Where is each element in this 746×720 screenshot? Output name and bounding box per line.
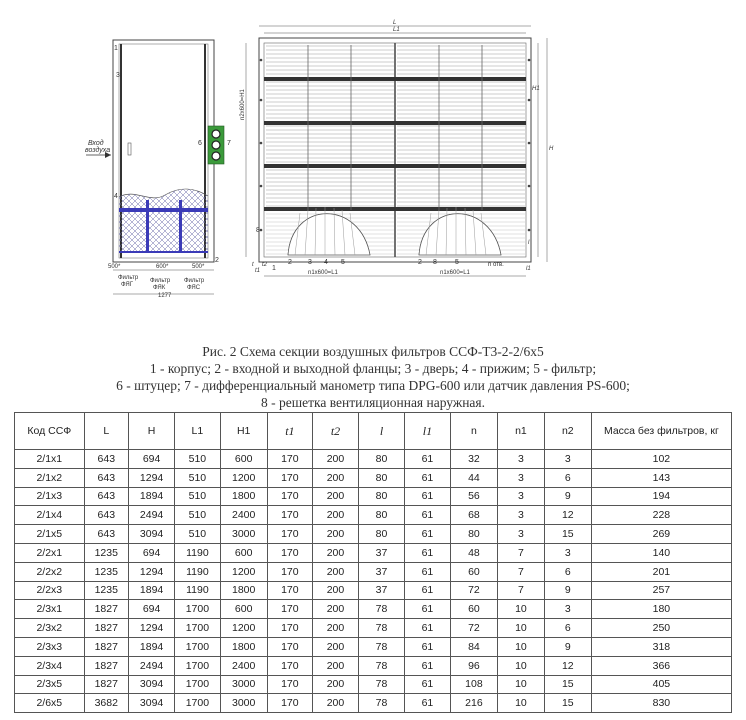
table-cell: 7 (497, 543, 544, 562)
dim-bottom-2: n1x600=L1 (440, 270, 470, 276)
table-cell: 257 (591, 581, 731, 600)
side-dim-3: 500* (192, 264, 205, 270)
header-l (359, 413, 405, 450)
table-cell: 694 (128, 543, 174, 562)
table-cell: 10 (497, 619, 544, 638)
table-cell: 510 (175, 506, 220, 525)
header-n2: n2 (544, 413, 591, 450)
table-cell: 201 (591, 562, 731, 581)
table-cell: 37 (359, 581, 405, 600)
table-cell: 170 (267, 525, 312, 544)
side-part-3: 3 (116, 72, 120, 79)
table-cell: 72 (450, 581, 497, 600)
table-cell: 10 (497, 656, 544, 675)
filter-label-1a: Фильтр (118, 275, 139, 281)
table-cell: 2400 (220, 656, 267, 675)
table-cell: 600 (220, 543, 267, 562)
table-cell: 72 (450, 619, 497, 638)
table-cell: 2/1х4 (15, 506, 85, 525)
table-cell: 830 (591, 694, 731, 713)
table-cell: 10 (497, 675, 544, 694)
table-cell: 2/3х4 (15, 656, 85, 675)
table-cell: 15 (544, 694, 591, 713)
table-row (15, 450, 732, 469)
table-cell: 200 (312, 506, 358, 525)
table-cell: 250 (591, 619, 731, 638)
table-cell: 643 (84, 450, 128, 469)
header-code: Код ССФ (15, 413, 85, 450)
table-cell: 140 (591, 543, 731, 562)
inlet-label-1: Вход (88, 140, 104, 147)
table-cell: 80 (359, 525, 405, 544)
table-cell: 510 (175, 487, 220, 506)
table-cell: 1700 (175, 600, 220, 619)
table-cell: 61 (404, 581, 450, 600)
table-cell: 170 (267, 600, 312, 619)
technical-drawing (0, 0, 746, 335)
table-cell: 2/1х5 (15, 525, 85, 544)
table-cell: 78 (359, 600, 405, 619)
front-part-4: 4 (324, 259, 328, 266)
table-cell: 6 (544, 562, 591, 581)
dim-L: L (393, 20, 397, 26)
table-cell: 170 (267, 619, 312, 638)
table-cell: 3 (497, 525, 544, 544)
table-cell: 3 (497, 450, 544, 469)
table-cell: 3 (497, 487, 544, 506)
header-l1 (404, 413, 450, 450)
dim-bottom-1: n1x600=L1 (308, 270, 338, 276)
table-cell: 80 (450, 525, 497, 544)
table-cell: 56 (450, 487, 497, 506)
table-cell: 60 (450, 562, 497, 581)
table-cell: 1294 (128, 468, 174, 487)
table-cell: 15 (544, 525, 591, 544)
table-cell: 600 (220, 450, 267, 469)
table-cell: 194 (591, 487, 731, 506)
header-l-text: l (379, 423, 384, 438)
table-cell: 60 (450, 600, 497, 619)
table-cell: 1200 (220, 619, 267, 638)
table-cell: 1800 (220, 581, 267, 600)
dim-t: t (252, 262, 254, 268)
side-overall-dim: 1277 (158, 293, 172, 299)
dim-t2: t2 (262, 262, 268, 268)
dim-n: n отв. (488, 262, 504, 268)
table-cell: 2/3х3 (15, 637, 85, 656)
table-cell: 1190 (175, 543, 220, 562)
table-cell: 10 (497, 637, 544, 656)
table-cell: 510 (175, 450, 220, 469)
table-cell: 3 (544, 450, 591, 469)
header-mass: Масса без фильтров, кг (591, 413, 731, 450)
table-cell: 1827 (84, 619, 128, 638)
table-row (15, 600, 732, 619)
table-cell: 643 (84, 487, 128, 506)
table-cell: 1294 (128, 619, 174, 638)
filter-label-3b: ФЯС (187, 285, 201, 291)
table-cell: 200 (312, 600, 358, 619)
header-n: n (450, 413, 497, 450)
front-view (240, 20, 554, 276)
table-cell: 1800 (220, 487, 267, 506)
table-cell: 3000 (220, 694, 267, 713)
header-L1 (175, 413, 220, 450)
table-cell: 269 (591, 525, 731, 544)
table-cell: 48 (450, 543, 497, 562)
table-cell: 37 (359, 562, 405, 581)
table-cell: 2/3х1 (15, 600, 85, 619)
filter-label-2b: ФЯК (153, 285, 166, 291)
table-cell: 1235 (84, 562, 128, 581)
table-cell: 1827 (84, 600, 128, 619)
filter-label-1b: ФЯГ (121, 282, 133, 288)
table-cell: 1235 (84, 581, 128, 600)
table-cell: 96 (450, 656, 497, 675)
header-t2-text: t2 (330, 423, 341, 438)
table-cell: 78 (359, 656, 405, 675)
side-view (85, 40, 231, 299)
table-cell: 180 (591, 600, 731, 619)
side-dim-1: 500* (108, 264, 121, 270)
table-cell: 170 (267, 656, 312, 675)
table-cell: 1894 (128, 487, 174, 506)
table-cell: 1190 (175, 581, 220, 600)
table-cell: 228 (591, 506, 731, 525)
table-cell: 3 (544, 600, 591, 619)
front-part-2b: 2 (418, 259, 422, 266)
table-row (15, 543, 732, 562)
table-cell: 9 (544, 637, 591, 656)
table-cell: 143 (591, 468, 731, 487)
table-cell: 170 (267, 562, 312, 581)
table-cell: 170 (267, 637, 312, 656)
table-cell: 61 (404, 637, 450, 656)
table-cell: 643 (84, 525, 128, 544)
table-cell: 80 (359, 468, 405, 487)
figure-caption-title: Рис. 2 Схема секции воздушных фильтров ССФ-Т3-2-2/6х5 (202, 344, 544, 359)
table-cell: 2494 (128, 656, 174, 675)
table-cell: 10 (497, 600, 544, 619)
table-cell: 78 (359, 694, 405, 713)
table-cell: 216 (450, 694, 497, 713)
side-part-2: 2 (215, 257, 219, 264)
table-cell: 170 (267, 506, 312, 525)
table-cell: 9 (544, 581, 591, 600)
header-H: H (128, 413, 174, 450)
table-cell: 2/1х2 (15, 468, 85, 487)
header-L: L (84, 413, 128, 450)
dim-l1: l1 (526, 266, 531, 272)
front-part-1: 1 (272, 265, 276, 272)
table-cell: 61 (404, 675, 450, 694)
table-cell: 61 (404, 450, 450, 469)
front-part-8: 8 (256, 227, 260, 234)
table-row (15, 562, 732, 581)
header-l1-text: l1 (422, 423, 433, 438)
table-cell: 1294 (128, 562, 174, 581)
table-cell: 170 (267, 450, 312, 469)
dim-H: H (549, 146, 554, 152)
table-row (15, 581, 732, 600)
table-cell: 78 (359, 675, 405, 694)
table-cell: 170 (267, 675, 312, 694)
table-row (15, 656, 732, 675)
table-cell: 1700 (175, 656, 220, 675)
header-t2 (312, 413, 358, 450)
table-cell: 68 (450, 506, 497, 525)
table-row (15, 506, 732, 525)
table-cell: 600 (220, 600, 267, 619)
table-cell: 2/2х3 (15, 581, 85, 600)
header-n1: n1 (497, 413, 544, 450)
table-cell: 3094 (128, 675, 174, 694)
table-row (15, 637, 732, 656)
header-t1 (267, 413, 312, 450)
side-part-7: 7 (227, 140, 231, 147)
front-part-5b: 5 (455, 259, 459, 266)
header-H1-text: H1 (236, 425, 251, 437)
table-cell: 2/2х2 (15, 562, 85, 581)
inlet-label-2: воздуха (85, 147, 111, 154)
header-H1 (220, 413, 267, 450)
table-cell: 61 (404, 487, 450, 506)
table-cell: 200 (312, 675, 358, 694)
table-cell: 84 (450, 637, 497, 656)
table-cell: 61 (404, 543, 450, 562)
table-cell: 1700 (175, 619, 220, 638)
side-part-1: 1 (114, 45, 118, 52)
table-cell: 61 (404, 468, 450, 487)
dim-left: n2x600=H1 (240, 89, 246, 120)
table-cell: 3682 (84, 694, 128, 713)
table-cell: 510 (175, 468, 220, 487)
table-cell: 12 (544, 656, 591, 675)
table-cell: 2494 (128, 506, 174, 525)
table-cell: 694 (128, 600, 174, 619)
table-cell: 643 (84, 506, 128, 525)
table-row (15, 619, 732, 638)
front-part-5: 5 (341, 259, 345, 266)
table-cell: 1700 (175, 694, 220, 713)
table-cell: 170 (267, 468, 312, 487)
table-cell: 1827 (84, 675, 128, 694)
front-part-2: 2 (288, 259, 292, 266)
table-cell: 3094 (128, 694, 174, 713)
table-cell: 200 (312, 619, 358, 638)
table-cell: 1827 (84, 637, 128, 656)
table-cell: 15 (544, 675, 591, 694)
table-cell: 366 (591, 656, 731, 675)
table-cell: 170 (267, 543, 312, 562)
table-cell: 200 (312, 450, 358, 469)
table-cell: 510 (175, 525, 220, 544)
table-cell: 3 (497, 468, 544, 487)
table-cell: 1800 (220, 637, 267, 656)
table-cell: 200 (312, 581, 358, 600)
side-part-4: 4 (114, 193, 118, 200)
table-cell: 61 (404, 525, 450, 544)
header-L1-text: L1 (191, 425, 204, 437)
table-cell: 170 (267, 581, 312, 600)
side-part-6: 6 (198, 140, 202, 147)
table-cell: 61 (404, 506, 450, 525)
table-cell: 1200 (220, 468, 267, 487)
table-row (15, 468, 732, 487)
table-cell: 12 (544, 506, 591, 525)
table-cell: 200 (312, 656, 358, 675)
table-header-row (15, 413, 732, 450)
specification-table (14, 412, 732, 713)
table-cell: 61 (404, 562, 450, 581)
table-cell: 405 (591, 675, 731, 694)
table-cell: 9 (544, 487, 591, 506)
table-cell: 80 (359, 487, 405, 506)
table-cell: 78 (359, 637, 405, 656)
table-cell: 3000 (220, 675, 267, 694)
table-cell: 3000 (220, 525, 267, 544)
side-dim-2: 600* (156, 264, 169, 270)
table-cell: 102 (591, 450, 731, 469)
table-cell: 2/1х1 (15, 450, 85, 469)
figure-caption-line-2: 1 - корпус; 2 - входной и выходной фланцы; 3 - дверь; 4 - прижим; 5 - фильтр; (149, 361, 597, 376)
table-cell: 2/3х2 (15, 619, 85, 638)
table-cell: 200 (312, 637, 358, 656)
filter-label-3a: Фильтр (184, 278, 205, 284)
figure-caption-line-4: 8 - решетка вентиляционная наружная. (260, 395, 486, 410)
table-cell: 200 (312, 487, 358, 506)
table-cell: 200 (312, 543, 358, 562)
table-cell: 318 (591, 637, 731, 656)
table-cell: 1190 (175, 562, 220, 581)
filter-label-2a: Фильтр (150, 278, 171, 284)
dim-L1: L1 (393, 27, 400, 33)
table-cell: 6 (544, 619, 591, 638)
table-cell: 3094 (128, 525, 174, 544)
table-cell: 170 (267, 694, 312, 713)
table-cell: 37 (359, 543, 405, 562)
table-cell: 694 (128, 450, 174, 469)
table-cell: 2/2х1 (15, 543, 85, 562)
table-cell: 3 (544, 543, 591, 562)
dim-H1: H1 (532, 86, 540, 92)
table-cell: 200 (312, 562, 358, 581)
table-cell: 61 (404, 694, 450, 713)
table-cell: 61 (404, 619, 450, 638)
table-cell: 1894 (128, 637, 174, 656)
table-cell: 2/1х3 (15, 487, 85, 506)
header-t1-text: t1 (285, 423, 295, 438)
table-row (15, 487, 732, 506)
table-cell: 80 (359, 450, 405, 469)
table-cell: 61 (404, 600, 450, 619)
table-cell: 6 (544, 468, 591, 487)
table-cell: 1700 (175, 637, 220, 656)
table-row (15, 675, 732, 694)
table-cell: 1200 (220, 562, 267, 581)
table-cell: 200 (312, 525, 358, 544)
dim-l: l (528, 240, 530, 246)
table-cell: 78 (359, 619, 405, 638)
table-cell: 2/6х5 (15, 694, 85, 713)
table-row (15, 525, 732, 544)
table-cell: 32 (450, 450, 497, 469)
table-body (15, 450, 732, 713)
table-cell: 108 (450, 675, 497, 694)
table-cell: 61 (404, 656, 450, 675)
front-part-3: 3 (308, 259, 312, 266)
table-cell: 200 (312, 694, 358, 713)
table-cell: 3 (497, 506, 544, 525)
table-cell: 80 (359, 506, 405, 525)
table-cell: 44 (450, 468, 497, 487)
table-cell: 7 (497, 562, 544, 581)
table-cell: 1235 (84, 543, 128, 562)
table-cell: 643 (84, 468, 128, 487)
dim-t1: t1 (255, 268, 261, 274)
table-row (15, 694, 732, 713)
front-part-8b: 8 (433, 259, 437, 266)
table-cell: 10 (497, 694, 544, 713)
table-cell: 200 (312, 468, 358, 487)
table-cell: 170 (267, 487, 312, 506)
table-cell: 7 (497, 581, 544, 600)
table-cell: 1894 (128, 581, 174, 600)
table-cell: 1827 (84, 656, 128, 675)
table-cell: 1700 (175, 675, 220, 694)
figure-caption-line-3: 6 - штуцер; 7 - дифференциальный манометр типа DPG-600 или датчик давления PS-600; (116, 378, 630, 393)
table-cell: 2400 (220, 506, 267, 525)
table-cell: 2/3х5 (15, 675, 85, 694)
